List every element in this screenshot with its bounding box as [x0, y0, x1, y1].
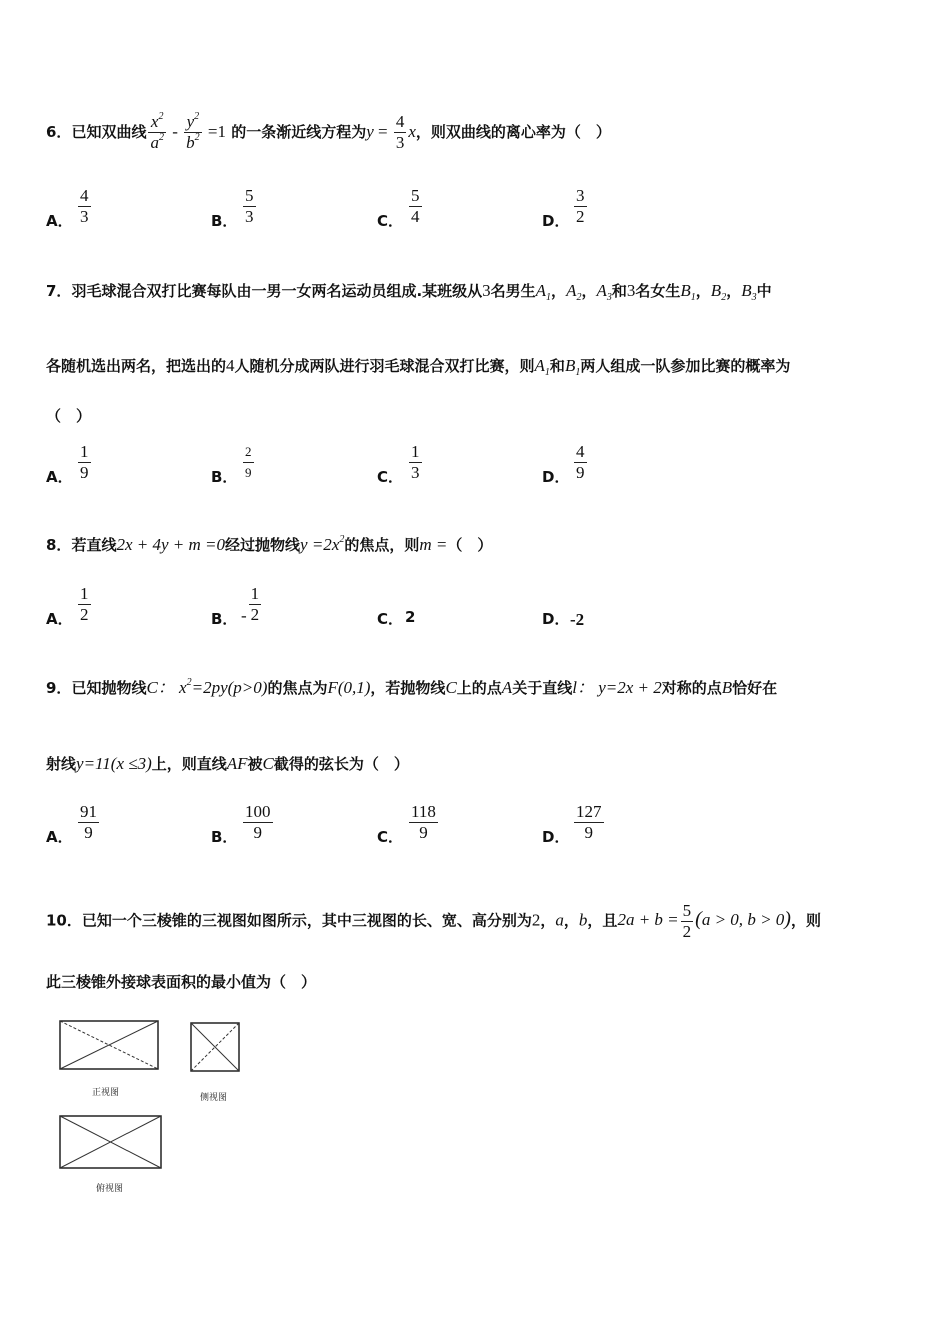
q7-text-6: 各随机选出两名，把选出的: [46, 357, 227, 375]
q6-text-3: ，则双曲线的离心率为（ ）: [415, 123, 611, 141]
q10-formula: 2a + b = $\frac{5}{2}$ (a > 0, b > 0): [617, 901, 791, 941]
front-view-caption: 正视图: [92, 1088, 120, 1098]
q6-formula-x2a2: $\frac{x^2}{a^2}$: [150, 111, 164, 152]
side-view: [191, 1023, 239, 1071]
q7-number: 7．: [46, 282, 72, 300]
q9-stem-line1: 9．已知抛物线C： $x^2=2py(p>0)$的焦点为F(0,1)，若抛物线C上的点A关于直线l： y=2x + 2对称的点B恰好在: [46, 677, 778, 697]
q10-text-5: ，则: [790, 911, 821, 930]
q7-options: A． $\frac{1}{9}$ B． $\frac{2}{9}$ C． $\frac{1}{3}$ D． $\frac{4}{9}$: [46, 442, 585, 486]
top-view-caption: 俯视图: [96, 1184, 124, 1194]
q9-formula-focus: F(0,1): [327, 678, 371, 697]
q6-options: A． $\frac{4}{3}$ B． $\frac{5}{3}$ C． $\frac{5}{4}$ D． $\frac{3}{2}$: [46, 186, 585, 230]
q9-options: A． $\frac{91}{9}$ B． $\frac{100}{9}$ C． $\frac{118}{9}$ D． $\frac{127}{9}$: [46, 802, 602, 846]
front-view: [60, 1021, 158, 1069]
q7-text-10: （ ）: [46, 407, 92, 425]
q8-number: 8．: [46, 536, 72, 554]
q9-text-11: 截得的弦长为（ ）: [273, 755, 409, 773]
q9-text-5: 关于直线: [512, 679, 573, 697]
q8-stem: [46, 535, 492, 555]
q9-stem-line2: 射线y=11(x ≤3)上，则直线AF被C截得的弦长为（ ）: [46, 754, 409, 773]
q7-text-4: 名女生: [635, 282, 681, 300]
q7-text-2: 名男生: [490, 282, 536, 300]
q6-text-1: 已知双曲线: [71, 123, 147, 141]
q7-text-3: 和: [611, 282, 627, 300]
q7-stem-line3: [46, 406, 91, 426]
q10-stem-line1: 10．已知一个三棱锥的三视图如图所示，其中三视图的长、宽、高分别为2，a，b，且2a + b = $\frac{5}{2}$ (a > 0, b > 0)，则: [46, 901, 821, 941]
q9-formula-parabola: C： $x^2=2py(p>0)$: [146, 677, 268, 697]
q8-text-4: （ ）: [447, 536, 493, 554]
q8-formula-parabola: $y =2x^2$: [300, 534, 345, 554]
q9-text-2: 的焦点为: [267, 679, 328, 697]
q10-number: 10．: [46, 911, 82, 930]
q8-text-2: 经过抛物线: [225, 536, 301, 554]
q7-text-8: 和: [549, 357, 565, 375]
q8-options: A． $\frac{1}{2}$ B． - $\frac{1}{2}$ C． 2 D． -2: [46, 584, 585, 629]
q7-stem-line1: 7．羽毛球混合双打比赛每队由一男一女两名运动员组成.某班级从3名男生$A_1$，$A_2$，$A_3$和3名女生$B_1$，$B_2$，$B_3$中: [46, 281, 772, 303]
q6-formula-y: y: [366, 122, 374, 141]
q6-formula-y2b2: $\frac{y^2}{b^2}$: [186, 111, 200, 152]
q9-text-10: 被: [247, 755, 263, 773]
q6-stem: 6．已知双曲线 $\frac{x^2}{a^2}$ - $\frac{y^2}{b^2}$ =1 的一条渐近线方程为y = $\frac{4}{3}$ x，则双曲线的离心率为（ ）: [46, 111, 611, 152]
q10-text-3: ，: [563, 911, 579, 930]
q7-text-7: 人随机分成两队进行羽毛球混合双打比赛，则: [234, 357, 535, 375]
q9-text-7: 恰好在: [732, 679, 778, 697]
q6-text-2: 的一条渐近线方程为: [231, 123, 367, 141]
top-view: [60, 1116, 161, 1168]
q9-text-9: 上，则直线: [151, 755, 227, 773]
q8-text-1: 若直线: [71, 536, 117, 554]
q9-text-8: 射线: [46, 755, 77, 773]
q10-text-6: 此三棱锥外接球表面积的最小值为（ ）: [46, 973, 317, 991]
three-view-figure: [55, 1015, 255, 1200]
q7-text-5: 中: [756, 282, 772, 300]
q9-number: 9．: [46, 679, 72, 697]
q10-text-2: ，: [540, 911, 556, 930]
q8-formula-line: 2x + 4y + m =0: [116, 535, 226, 554]
q7-text-9: 两人组成一队参加比赛的概率为: [580, 357, 791, 375]
q9-text-1: 已知抛物线: [71, 679, 147, 697]
q9-formula-ray: y=11(x ≤3): [76, 754, 152, 773]
side-view-caption: 侧视图: [200, 1093, 228, 1103]
q8-formula-m: m =: [419, 535, 448, 554]
q7-text-1: 羽毛球混合双打比赛每队由一男一女两名运动员组成.某班级从: [71, 282, 483, 300]
q10-text-4: ，且: [587, 911, 618, 930]
q6-formula-43: $\frac{4}{3}$: [395, 112, 405, 152]
q9-text-3: ，若抛物线: [370, 679, 446, 697]
q6-number: 6．: [46, 123, 72, 141]
q10-text-1: 已知一个三棱锥的三视图如图所示，其中三视图的长、宽、高分别为: [81, 911, 532, 930]
q9-text-6: 对称的点: [661, 679, 722, 697]
q9-text-4: 上的点: [456, 679, 502, 697]
q10-stem-line2: [46, 972, 316, 992]
q7-stem-line2: 各随机选出两名，把选出的4人随机分成两队进行羽毛球混合双打比赛，则$A_1$和$B_1$两人组成一队参加比赛的概率为: [46, 356, 791, 378]
q9-formula-line: l： y=2x + 2: [572, 678, 662, 697]
q8-text-3: 的焦点，则: [344, 536, 420, 554]
